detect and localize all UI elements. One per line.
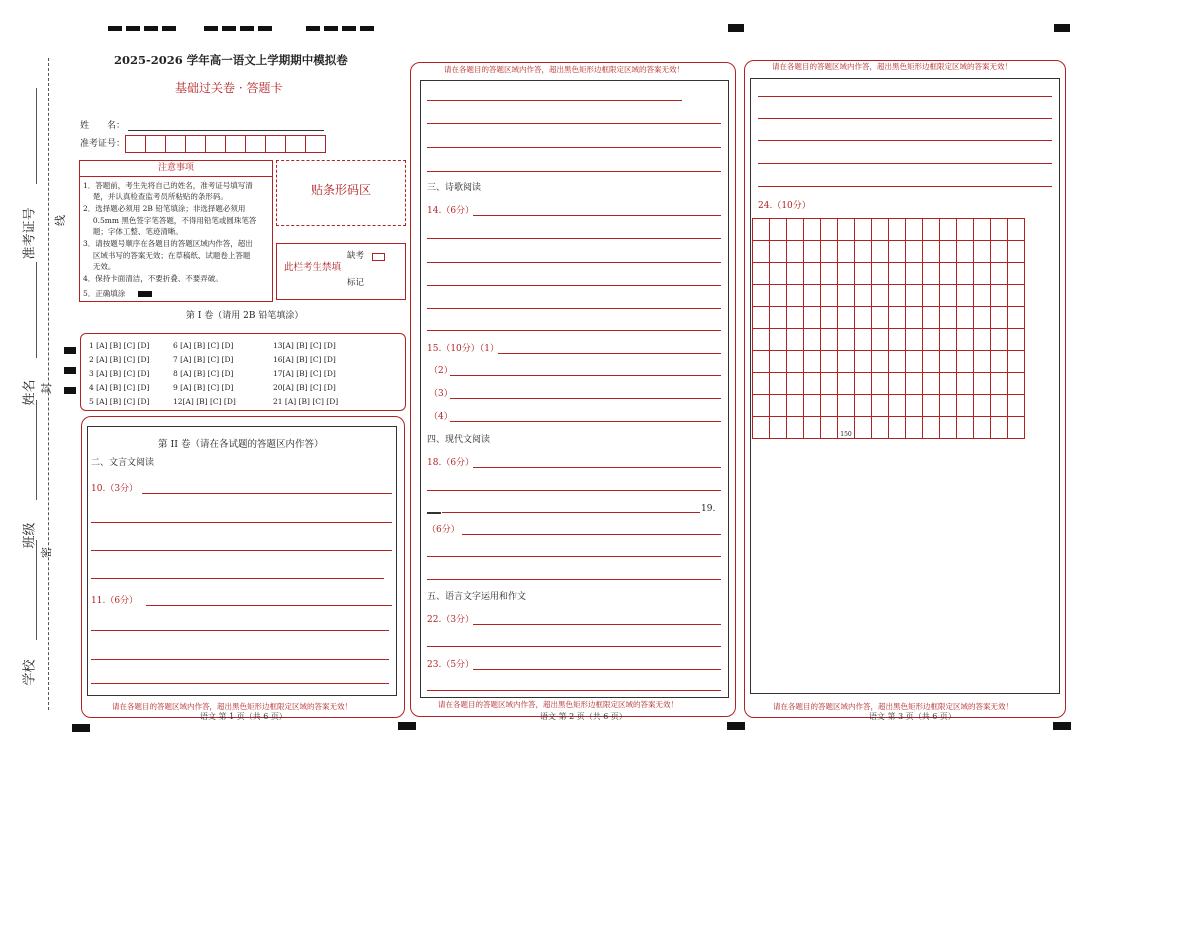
id-digit-box[interactable]: [206, 135, 226, 153]
choice-box: [80, 333, 406, 411]
page2-warning: 请在各题目的答题区域内作答，超出黑色矩形边框限定区域的答案无效！: [438, 700, 678, 709]
id-digit-box[interactable]: [125, 135, 146, 153]
notice-item: 1．答题前，考生先将自己的姓名，准考证号填写清: [83, 181, 253, 190]
exam-title: 2025-2026 学年高一语文上学期期中模拟卷: [114, 53, 348, 67]
id-digit-box[interactable]: [186, 135, 206, 153]
binding-name-label: 姓名: [22, 379, 38, 406]
answer-line[interactable]: [427, 490, 721, 491]
answer-line[interactable]: [427, 579, 721, 580]
choice-row[interactable]: 21 [A] [B] [C] [D]: [273, 397, 339, 406]
id-digit-box[interactable]: [306, 135, 326, 153]
answer-line[interactable]: [427, 238, 721, 239]
binding-mark-seal: 封: [40, 383, 53, 394]
id-digit-box[interactable]: [286, 135, 306, 153]
q15-part4: （4）: [429, 412, 453, 422]
name-label: 姓 名：: [80, 121, 126, 131]
notice-item: 4．保持卡面清洁，不要折叠、不要弄破。: [83, 274, 223, 283]
page2-inner-frame: [420, 80, 729, 698]
answer-line[interactable]: [427, 123, 721, 124]
name-field[interactable]: [128, 130, 324, 131]
registration-mark: [108, 26, 122, 31]
binding-mark-line: 线: [54, 215, 67, 226]
choice-row[interactable]: 12[A] [B] [C] [D]: [173, 397, 236, 406]
id-digit-box[interactable]: [266, 135, 286, 153]
binding-school-label: 学校: [22, 659, 38, 686]
registration-mark: [204, 26, 218, 31]
binding-school-underline: [36, 540, 37, 640]
binding-mark-dense: 密: [40, 547, 53, 558]
answer-line[interactable]: [427, 308, 721, 309]
answer-line[interactable]: [473, 669, 721, 670]
notice-item: 5．正确填涂: [83, 289, 126, 298]
q22-label: 22.（3分）: [427, 615, 475, 625]
registration-mark: [306, 26, 320, 31]
corner-mark: [398, 722, 416, 730]
composition-grid[interactable]: [752, 218, 1025, 439]
notice-item: 区域书写的答案无效；在草稿纸、试题卷上答题: [83, 251, 251, 260]
answer-line[interactable]: [427, 646, 721, 647]
binding-id-label: 准考证号: [22, 207, 38, 260]
registration-mark: [342, 26, 356, 31]
answer-line[interactable]: [91, 578, 384, 579]
choice-row[interactable]: 2 [A] [B] [C] [D]: [89, 355, 150, 364]
registration-mark: [324, 26, 338, 31]
notice-item: 0.5mm 黑色签字笔答题，不得用铅笔或圆珠笔答: [83, 216, 257, 225]
answer-line[interactable]: [442, 512, 700, 513]
answer-line[interactable]: [427, 100, 682, 101]
answer-line[interactable]: [427, 147, 721, 148]
choice-row[interactable]: 7 [A] [B] [C] [D]: [173, 355, 234, 364]
word-count-mark: 150: [838, 417, 855, 439]
answer-line[interactable]: [91, 550, 392, 551]
q15-label: 15.（10分）（1）: [427, 344, 499, 354]
absent-mark-label: 标记: [347, 278, 365, 288]
choice-row[interactable]: 4 [A] [B] [C] [D]: [89, 383, 150, 392]
page2-top-warning: 请在各题目的答题区域内作答，超出黑色矩形边框限定区域的答案无效！: [444, 65, 684, 74]
answer-line[interactable]: [758, 96, 1052, 97]
answer-line[interactable]: [427, 690, 721, 691]
corner-mark: [728, 24, 744, 32]
registration-mark: [144, 26, 158, 31]
id-label: 准考证号：: [80, 139, 126, 149]
q11-label: 11.（6分）: [91, 596, 139, 606]
answer-line[interactable]: [473, 215, 721, 216]
absent-box: [276, 243, 406, 300]
answer-line[interactable]: [91, 522, 392, 523]
id-digit-box[interactable]: [226, 135, 246, 153]
answer-line[interactable]: [473, 624, 721, 625]
registration-mark: [360, 26, 374, 31]
q19-score: （6分）: [427, 525, 460, 535]
choice-row[interactable]: 5 [A] [B] [C] [D]: [89, 397, 150, 406]
notice-title: 注意事项: [80, 161, 272, 177]
id-digit-box[interactable]: [146, 135, 166, 153]
binding-class-label: 班级: [22, 522, 38, 549]
choice-row[interactable]: 3 [A] [B] [C] [D]: [89, 369, 150, 378]
side-mark: [64, 367, 76, 374]
modern-heading: 四、现代文阅读: [427, 435, 491, 445]
choice-row[interactable]: 16[A] [B] [C] [D]: [273, 355, 336, 364]
page2-footer: 语文 第 2 页（共 6 页）: [540, 712, 627, 721]
registration-mark: [162, 26, 176, 31]
answer-line[interactable]: [450, 421, 721, 422]
page3-footer: 语文 第 3 页（共 6 页）: [869, 712, 956, 721]
filled-sample-mark: [138, 291, 152, 297]
absent-checkbox[interactable]: [372, 253, 385, 261]
notice-item: 题；字体工整、笔迹清晰。: [83, 227, 183, 236]
classical-heading: 二、文言文阅读: [91, 458, 155, 468]
language-heading: 五、语言文字运用和作文: [427, 592, 527, 602]
id-field[interactable]: [125, 135, 326, 153]
q14-label: 14.（6分）: [427, 206, 475, 216]
page3-warning: 请在各题目的答题区域内作答，超出黑色矩形边框限定区域的答案无效！: [773, 702, 1013, 711]
corner-mark: [1054, 24, 1070, 32]
choice-row[interactable]: 17[A] [B] [C] [D]: [273, 369, 336, 378]
q23-label: 23.（5分）: [427, 660, 475, 670]
registration-mark: [222, 26, 236, 31]
answer-line[interactable]: [462, 534, 721, 535]
notice-item: 2．选择题必须用 2B 铅笔填涂；非选择题必须用: [83, 204, 246, 213]
answer-line[interactable]: [758, 163, 1052, 164]
q15-part3: （3）: [429, 389, 453, 399]
choice-row[interactable]: 8 [A] [B] [C] [D]: [173, 369, 234, 378]
poetry-heading: 三、诗歌阅读: [427, 183, 482, 193]
choice-row[interactable]: 1 [A] [B] [C] [D]: [89, 341, 150, 350]
exam-subtitle: 基础过关卷 · 答题卡: [175, 81, 283, 95]
corner-mark: [72, 724, 90, 732]
notice-item: 3．请按题号顺序在各题目的答题区域内作答，超出: [83, 239, 253, 248]
answer-line[interactable]: [427, 262, 721, 263]
barcode-area: [276, 160, 406, 226]
q18-label: 18.（6分）: [427, 458, 475, 468]
binding-class-underline: [36, 400, 37, 500]
page1-footer: 语文 第 1 页（共 6 页）: [200, 712, 287, 721]
notice-item: 楚，并认真检查监考员所粘贴的条形码。: [83, 192, 228, 201]
answer-line[interactable]: [498, 353, 721, 354]
answer-line[interactable]: [758, 118, 1052, 119]
notice-item: 无效。: [83, 262, 116, 271]
answer-line[interactable]: [427, 512, 441, 514]
section1-title: 第 I 卷（请用 2B 铅笔填涂）: [186, 311, 304, 321]
answer-line[interactable]: [758, 140, 1052, 141]
corner-mark: [727, 722, 745, 730]
absent-label: 缺考: [347, 251, 365, 261]
choice-row[interactable]: 13[A] [B] [C] [D]: [273, 341, 336, 350]
answer-line[interactable]: [91, 683, 389, 684]
id-digit-box[interactable]: [246, 135, 266, 153]
choice-row[interactable]: 6 [A] [B] [C] [D]: [173, 341, 234, 350]
registration-mark: [240, 26, 254, 31]
choice-row[interactable]: 9 [A] [B] [C] [D]: [173, 383, 234, 392]
section2-title: 第 II 卷（请在各试题的答题区内作答）: [158, 439, 324, 450]
corner-mark: [1053, 722, 1071, 730]
registration-mark: [258, 26, 272, 31]
answer-line[interactable]: [91, 659, 389, 660]
answer-line[interactable]: [142, 493, 392, 494]
page1-warning: 请在各题目的答题区域内作答，超出黑色矩形边框限定区域的答案无效！: [112, 702, 352, 711]
answer-line[interactable]: [450, 375, 721, 376]
barcode-label: 贴条形码区: [310, 183, 371, 197]
q24-label: 24.（10分）: [758, 201, 811, 211]
side-mark: [64, 347, 76, 354]
q19-number: 19.: [701, 504, 716, 514]
q10-label: 10.（3分）: [91, 484, 139, 494]
answer-line[interactable]: [427, 330, 721, 331]
answer-line[interactable]: [91, 630, 389, 631]
answer-line[interactable]: [427, 285, 721, 286]
q15-part2: （2）: [429, 366, 453, 376]
binding-id-underline: [36, 88, 37, 184]
absent-forbidden-label: 此栏考生禁填: [284, 262, 342, 273]
notice-box: [79, 160, 273, 302]
answer-line[interactable]: [146, 605, 392, 606]
answer-line[interactable]: [427, 171, 721, 172]
answer-line[interactable]: [427, 556, 721, 557]
registration-mark: [126, 26, 140, 31]
page3-top-warning: 请在各题目的答题区域内作答，超出黑色矩形边框限定区域的答案无效！: [772, 62, 1012, 71]
answer-line[interactable]: [758, 186, 1052, 187]
side-mark: [64, 387, 76, 394]
choice-row[interactable]: 20[A] [B] [C] [D]: [273, 383, 336, 392]
answer-line[interactable]: [450, 398, 721, 399]
id-digit-box[interactable]: [166, 135, 186, 153]
binding-name-underline: [36, 262, 37, 358]
answer-line[interactable]: [473, 467, 721, 468]
